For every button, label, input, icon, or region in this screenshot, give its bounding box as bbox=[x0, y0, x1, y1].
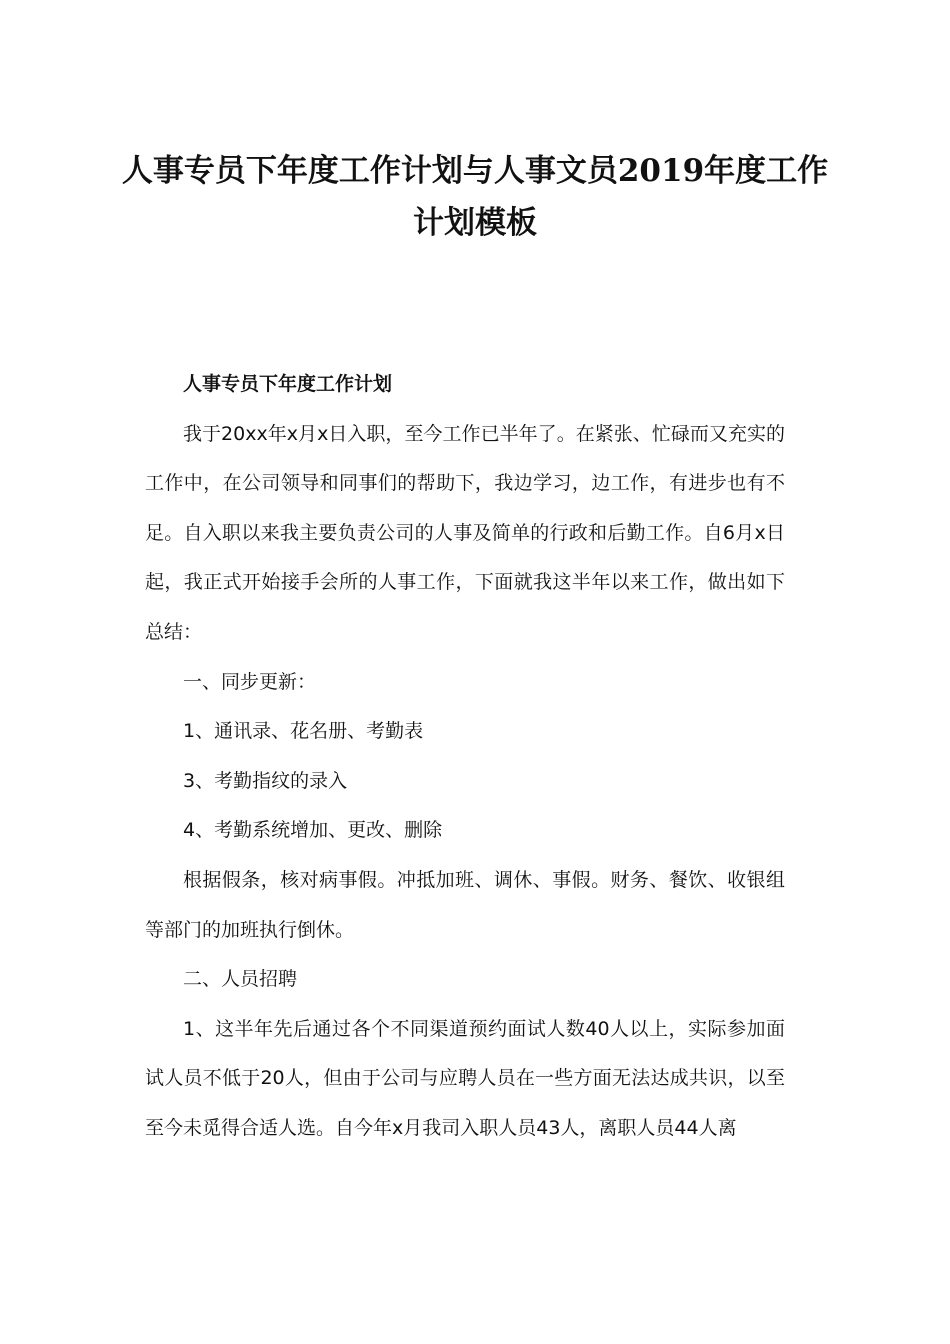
list-item: 1、通讯录、花名册、考勤表 bbox=[183, 720, 424, 743]
document-body bbox=[145, 360, 785, 1154]
recruitment-paragraph: 1、这半年先后通过各个不同渠道预约面试人数40人以上，实际参加面试人员不低于20人，但由于公司与应聘人员在一些方面无法达成共识，以至至今未觅得合适人选。自今年x月我司入职人员43人，离职人员44人离 bbox=[145, 1017, 785, 1139]
section-heading: 人事专员下年度工作计划 bbox=[183, 373, 393, 395]
leave-paragraph: 根据假条，核对病事假。冲抵加班、调休、事假。财务、餐饮、收银组等部门的加班执行倒休。 bbox=[145, 868, 785, 941]
section-heading-recruitment: 二、人员招聘 bbox=[183, 968, 298, 991]
intro-paragraph: 我于20xx年x月x日入职，至今工作已半年了。在紧张、忙碌而又充实的工作中，在公司领导和同事们的帮助下，我边学习，边工作，有进步也有不足。自入职以来我主要负责公司的人事及简单的行政和后勤工作。自6月x日起，我正式开始接手会所的人事工作，下面就我这半年以来工作，做出如下总结： bbox=[145, 422, 785, 643]
section-heading-sync-update: 一、同步更新： bbox=[183, 670, 317, 693]
document-title: 人事专员下年度工作计划与人事文员2019年度工作计划模板 bbox=[121, 153, 829, 241]
list-item: 4、考勤系统增加、更改、删除 bbox=[183, 819, 443, 842]
list-item: 3、考勤指纹的录入 bbox=[183, 769, 348, 792]
